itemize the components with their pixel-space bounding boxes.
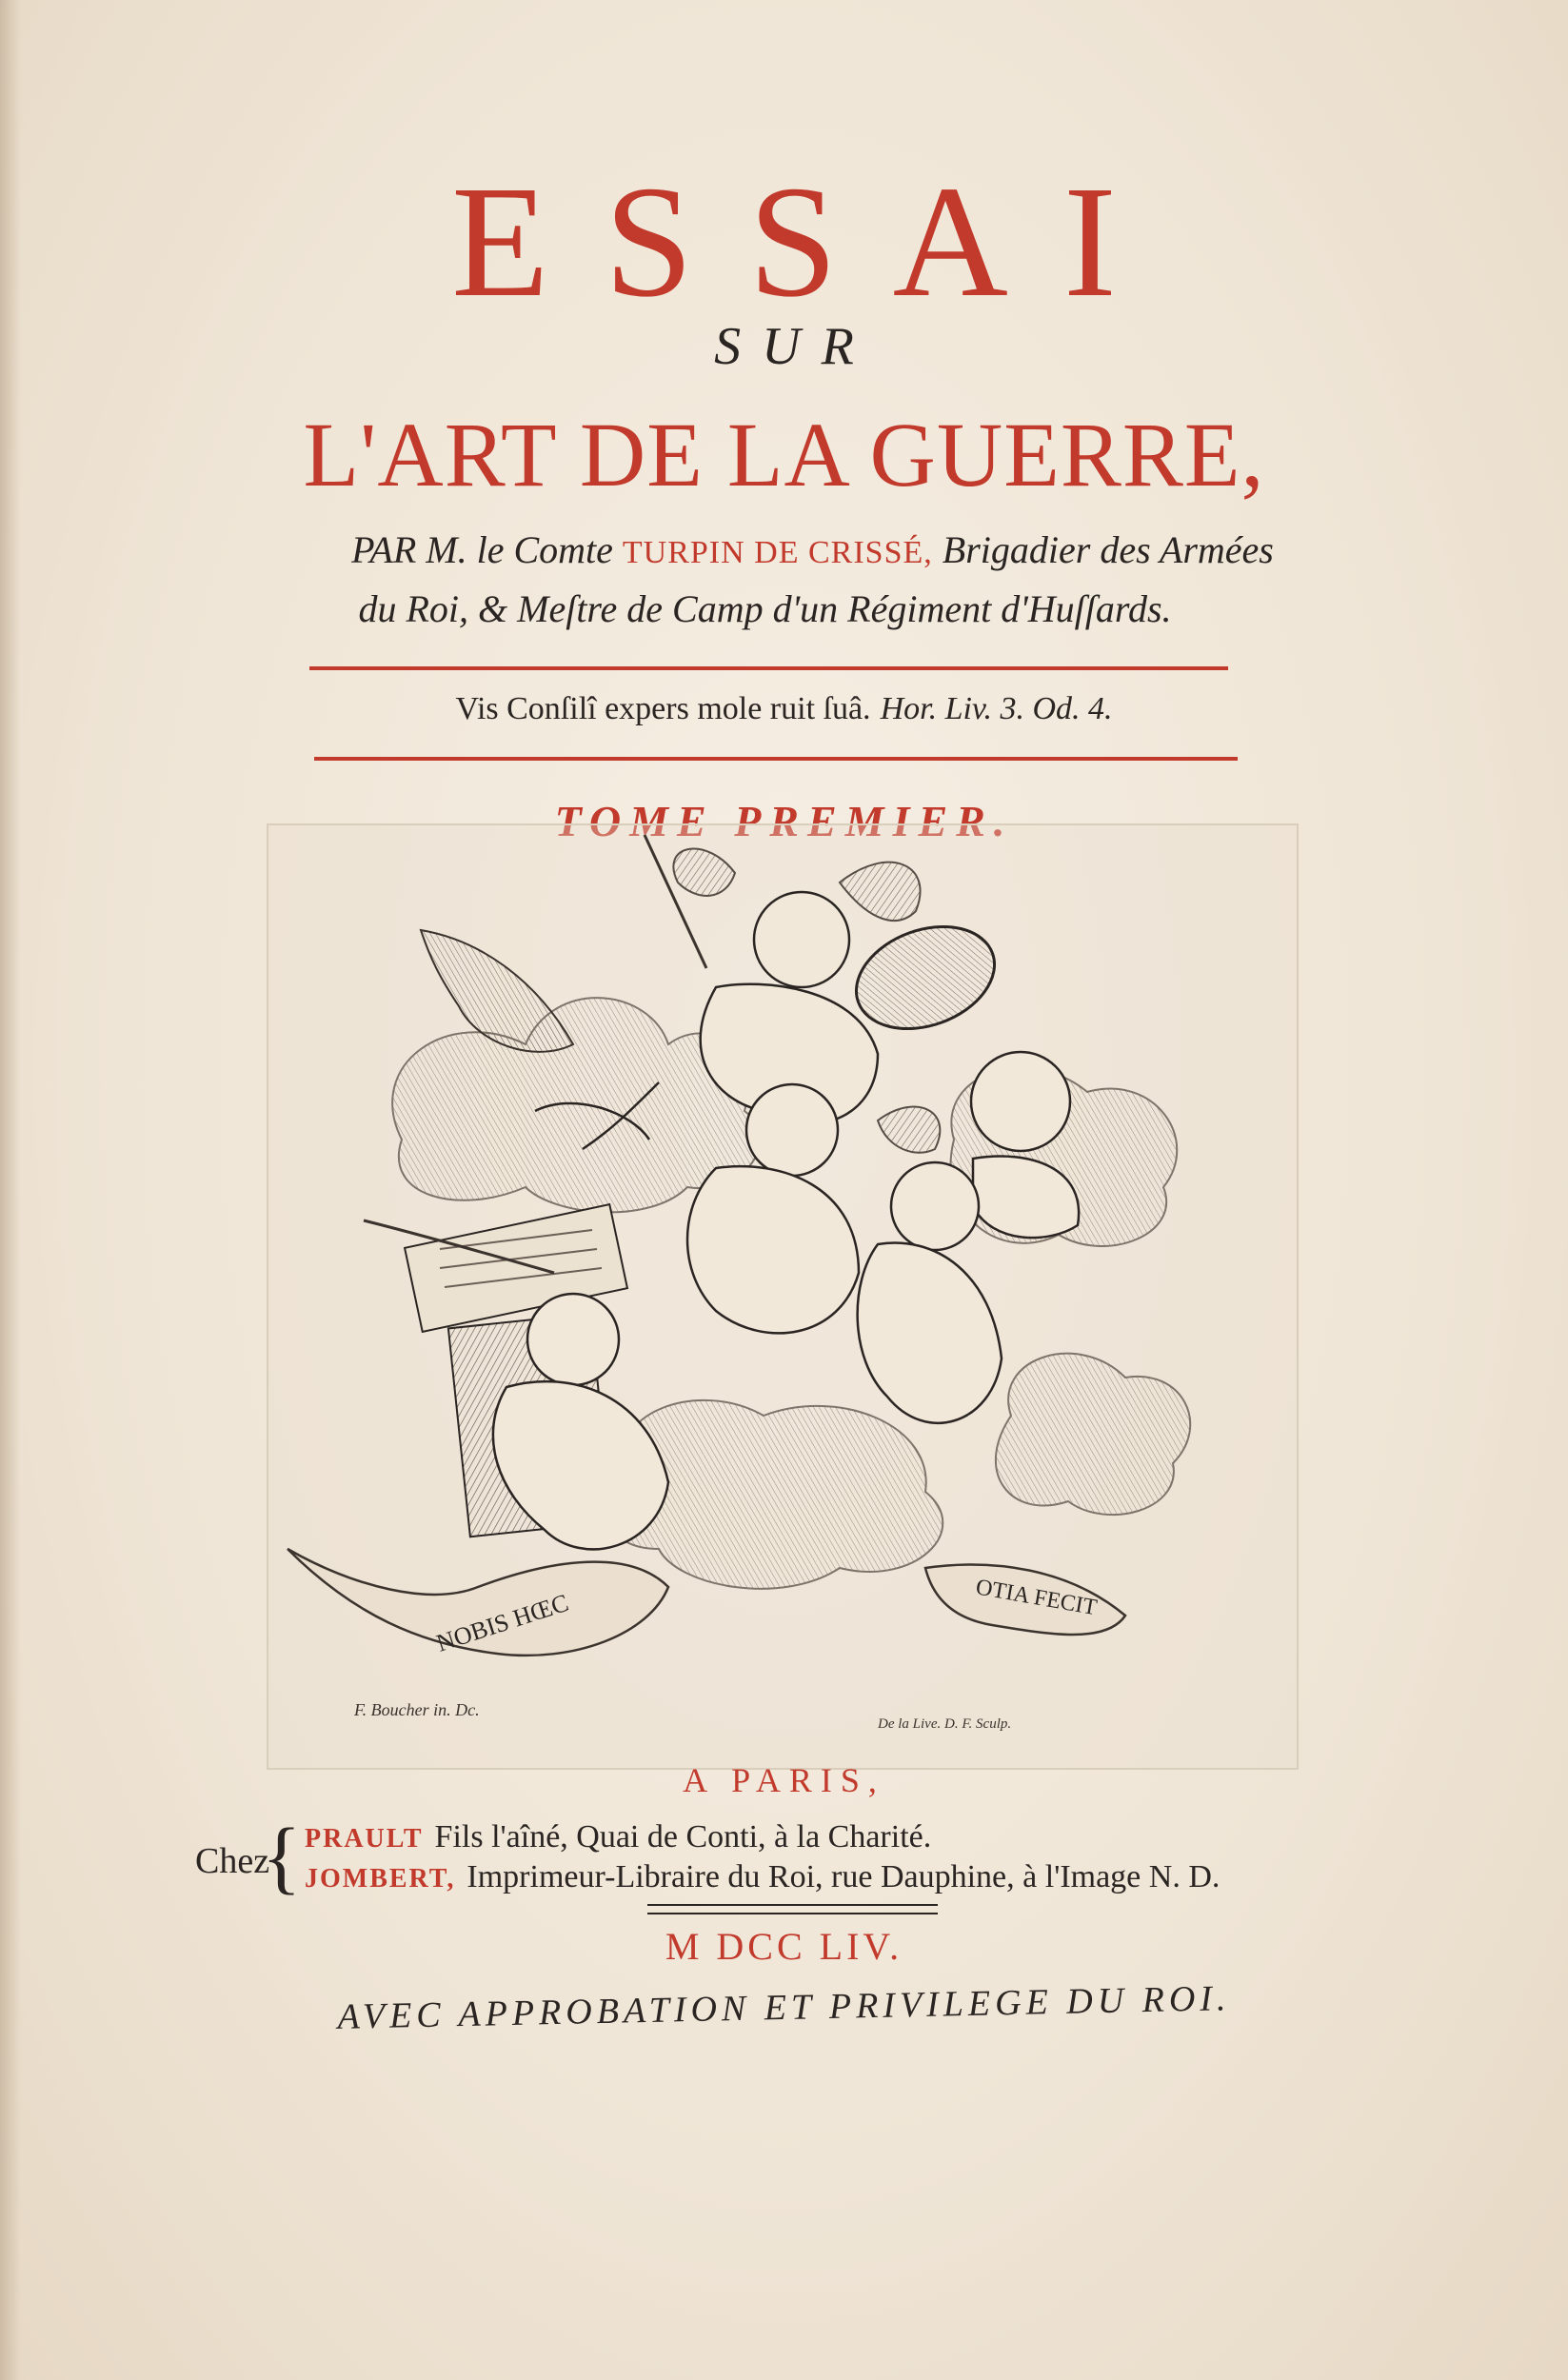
- title-connector: SUR: [714, 317, 875, 376]
- publisher-2-detail: Imprimeur-Libraire du Roi, rue Dauphine, à l'Image N. D.: [466, 1859, 1221, 1894]
- volume-label: TOME PREMIER.: [554, 797, 1014, 845]
- artist-signature: F. Boucher in. Dc.: [354, 1700, 480, 1719]
- title-subject: L'ART DE LA GUERRE,: [303, 404, 1265, 506]
- publisher-1: [305, 1819, 931, 1855]
- author-prefix: PAR M. le Comte: [351, 528, 613, 571]
- shield: [842, 908, 1008, 1046]
- cherub-middle-head: [746, 1084, 838, 1176]
- imprint-city: A PARIS,: [683, 1761, 885, 1799]
- red-rule-top: [309, 666, 1228, 670]
- banner-right-text: OTIA FECIT: [973, 1575, 1100, 1621]
- engraving-plate: [267, 823, 1299, 1770]
- chez-label: Chez: [195, 1841, 270, 1881]
- author-line-1: [114, 528, 1511, 571]
- title-main: ESSAI: [451, 153, 1172, 330]
- imprint-year: M DCC LIV.: [665, 1925, 903, 1968]
- author-line-2: du Roi, & Meſtre de Camp d'un Régiment d'Huſſards.: [358, 587, 1172, 630]
- cherub-reading-head: [527, 1294, 619, 1385]
- cherub-flute-head: [891, 1162, 979, 1250]
- motto-source: Hor. Liv. 3. Od. 4.: [880, 691, 1113, 726]
- brace-glyph: {: [262, 1811, 302, 1902]
- publisher-2-name: JOMBERT,: [305, 1864, 456, 1894]
- cherub-top-head: [754, 892, 849, 987]
- motto-quote: Vis Conſilî expers mole ruit ſuâ.: [455, 691, 871, 726]
- author-name: TURPIN DE CRISSÉ,: [622, 535, 933, 570]
- privilege-line: AVEC APPROBATION ET PRIVILEGE DU ROI.: [337, 1978, 1231, 2037]
- engraver-signature: De la Live. D. F. Sculp.: [878, 1716, 1012, 1732]
- banner-left-text: NOBIS HŒC: [432, 1588, 572, 1657]
- publisher-block: [195, 1811, 1433, 1909]
- publisher-2: [305, 1859, 1220, 1895]
- motto: [0, 693, 1568, 725]
- drapery: [421, 930, 573, 1052]
- publisher-1-detail: Fils l'aîné, Quai de Conti, à la Charité.: [434, 1819, 932, 1854]
- cherubs-engraving: [268, 825, 1297, 1768]
- publisher-1-name: PRAULT: [305, 1824, 424, 1854]
- double-rule: [647, 1904, 938, 1914]
- cherub-right-head: [971, 1052, 1070, 1151]
- red-rule-bottom: [314, 757, 1238, 761]
- author-title: Brigadier des Armées: [942, 528, 1274, 571]
